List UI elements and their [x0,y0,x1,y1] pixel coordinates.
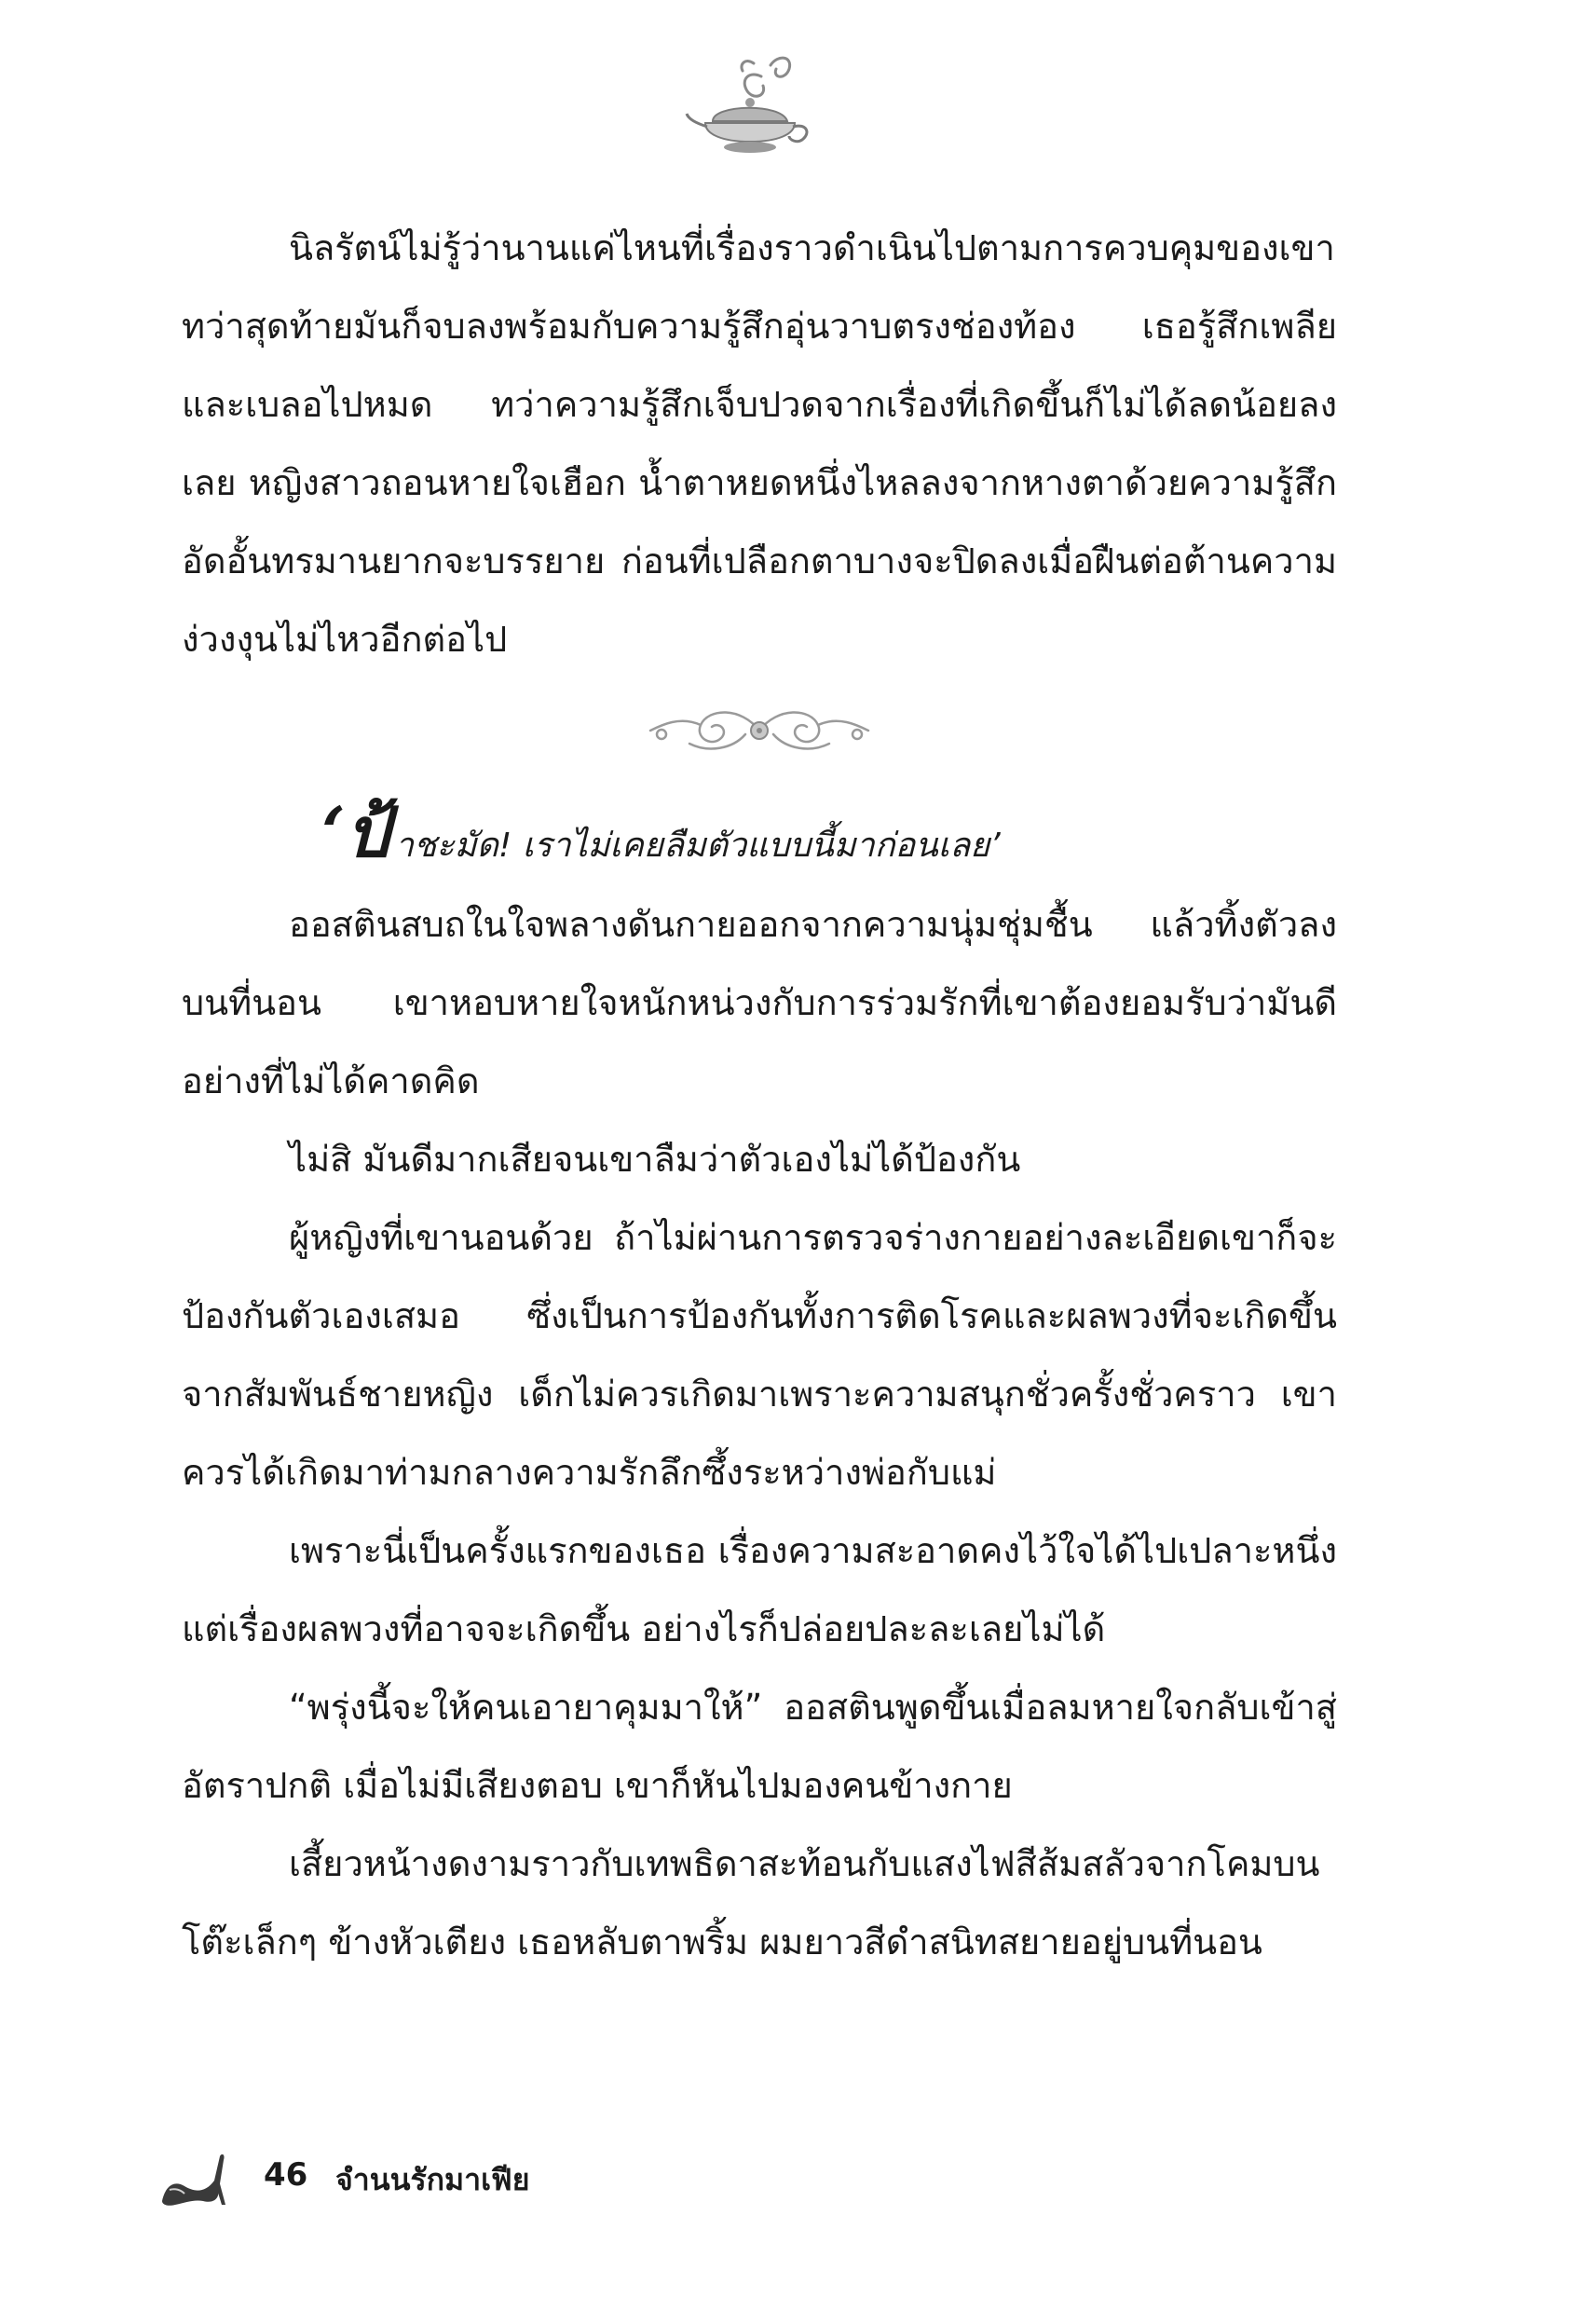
paragraph: นิลรัตน์ไม่รู้ว่านานแค่ไหนที่เรื่องราวดำเนินไปตามการควบคุมของเขา ทว่าสุดท้ายมันก็จบลงพร้อมกับความรู้สึกอุ่นวาบตรงช่องท้อง เธอรู้สึกเพลียและเบลอไปหมด ทว่าความรู้สึกเจ็บปวดจากเรื่องที่เกิดขึ้นก็ไม่ได้ลดน้อยลงเลย หญิงสาวถอนหายใจเฮือก น้ำตาหยดหนึ่งไหลลงจากหางตาด้วยความรู้สึกอัดอั้นทรมานยากจะบรรยาย ก่อนที่เปลือกตาบางจะปิดลงเมื่อฝืนต่อต้านความง่วงงุนไม่ไหวอีกต่อไป [182,227,1337,660]
opening-text: าชะมัด! เราไม่เคยลืมตัวแบบนี้มาก่อนเลย’ [394,827,1001,865]
paragraph: ออสตินสบถในใจพลางดันกายออกจากความนุ่มชุ่มชื้น แล้วทิ้งตัวลงบนที่นอน เขาหอบหายใจหนักหน่วงกับการร่วมรักที่เขาต้องยอมรับว่ามันดีอย่างที่ไม่ได้คาดคิด [182,904,1337,1101]
page-footer [157,2143,716,2208]
genie-lamp-icon [685,48,815,160]
paragraph: เพราะนี่เป็นครั้งแรกของเธอ เรื่องความสะอาดคงไว้ใจได้ไปเปลาะหนึ่ง แต่เรื่องผลพวงที่อาจจะเกิดขึ้น อย่างไรก็ปล่อยปละละเลยไม่ได้ [182,1530,1337,1649]
chapter-opening [182,793,1337,885]
section-1 [182,209,1337,678]
high-heel-shoe-icon [157,2143,227,2208]
page-number: 46 [264,2156,308,2194]
paragraph: เสี้ยวหน้างดงามราวกับเทพธิดาสะท้อนกับแสงไฟสีส้มสลัวจากโคมบนโต๊ะเล็กๆ ข้างหัวเตียง เธอหลับตาพริ้ม ผมยาวสีดำสนิทสยายอยู่บนที่นอน [182,1843,1320,1962]
paragraph: ไม่สิ มันดีมากเสียจนเขาลืมว่าตัวเองไม่ได้ป้องกัน [289,1139,1021,1180]
section-2 [182,793,1337,1981]
paragraph: “พรุ่งนี้จะให้คนเอายาคุมมาให้” ออสตินพูดขึ้นเมื่อลมหายใจกลับเข้าสู่อัตราปกติ เมื่อไม่มีเสียงตอบ เขาก็หันไปมองคนข้างกาย [182,1687,1337,1806]
floral-divider-icon [643,697,876,764]
book-title: จำนนรักมาเฟีย [335,2162,530,2197]
paragraph: ผู้หญิงที่เขานอนด้วย ถ้าไม่ผ่านการตรวจร่างกายอย่างละเอียดเขาก็จะป้องกันตัวเองเสมอ ซึ่งเป็นการป้องกันทั้งการติดโรคและผลพวงที่จะเกิดขึ้นจากสัมพันธ์ชายหญิง เด็กไม่ควรเกิดมาเพราะความสนุกชั่วครั้งชั่วคราว เขาควรได้เกิดมาท่ามกลางความรักลึกซึ้งระหว่างพ่อกับแม่ [182,1217,1337,1493]
drop-cap: ‘ป้ [321,793,389,873]
